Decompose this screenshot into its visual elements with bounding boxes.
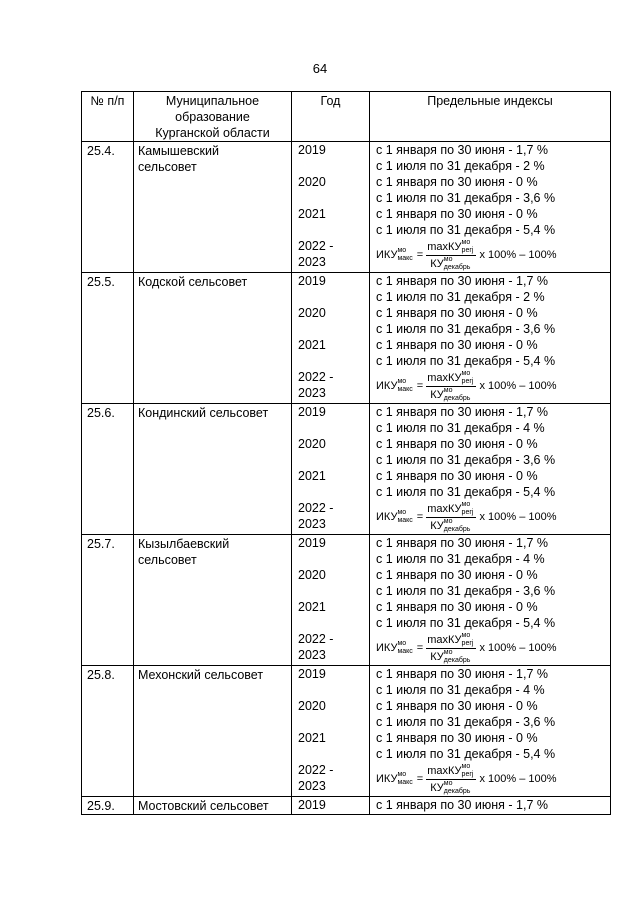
indices-cell (370, 142, 611, 273)
year-2021: 2021 (298, 600, 326, 614)
formula-sub-regj: регj (461, 508, 474, 516)
formula-maxku: maxКУ (427, 633, 462, 646)
municipality-name-line: Камышевский (138, 144, 219, 158)
municipality-cell (134, 404, 292, 535)
index-line: с 1 июля по 31 декабря - 5,4 % (376, 616, 556, 630)
index-block-2021 (376, 206, 610, 238)
year-range-start: 2022 - (298, 632, 334, 646)
year-2021: 2021 (298, 338, 326, 352)
year-2020: 2020 (298, 306, 326, 320)
municipality-name-line: Мостовский сельсовет (138, 799, 269, 813)
index-line: с 1 января по 30 июня - 1,7 % (376, 798, 548, 812)
index-line: с 1 января по 30 июня - 0 % (376, 600, 538, 614)
index-block-2019 (376, 273, 610, 305)
formula-ku: КУ (430, 519, 444, 532)
year-2019: 2019 (298, 274, 326, 288)
year-2020: 2020 (298, 699, 326, 713)
formula-sub-regj: регj (461, 246, 474, 254)
year-cell (292, 142, 370, 273)
year-range-start: 2022 - (298, 501, 334, 515)
year-range-end: 2023 (298, 648, 326, 662)
table-row (82, 142, 611, 273)
indices-cell (370, 404, 611, 535)
row-number-cell (82, 404, 134, 535)
formula-sub-regj: регj (461, 377, 474, 385)
formula-fraction (426, 239, 476, 272)
table-header-row (82, 92, 611, 142)
table-row (82, 404, 611, 535)
index-formula (376, 631, 610, 665)
header-municipality (134, 92, 292, 142)
indices-cell (370, 666, 611, 797)
municipality-cell (134, 797, 292, 815)
formula-fraction (426, 632, 476, 665)
municipality-name-line: сельсовет (138, 160, 197, 174)
formula-sup-mo: мо (443, 517, 453, 525)
table-row (82, 666, 611, 797)
formula-tail: х 100% – 100% (479, 511, 557, 523)
index-line: с 1 января по 30 июня - 0 % (376, 731, 538, 745)
formula-sub-dekabr: декабрь (443, 656, 471, 664)
formula-sup-mo: мо (397, 378, 407, 385)
index-block-2019 (376, 535, 610, 567)
index-line: с 1 января по 30 июня - 1,7 % (376, 405, 548, 419)
row-number-cell (82, 666, 134, 797)
index-line: с 1 июля по 31 декабря - 5,4 % (376, 747, 556, 761)
header-year (292, 92, 370, 142)
row-number-cell (82, 797, 134, 815)
index-line: с 1 июля по 31 декабря - 4 % (376, 552, 545, 566)
formula-tail: х 100% – 100% (479, 642, 557, 654)
header-year-label: Год (320, 94, 341, 108)
year-range-start: 2022 - (298, 763, 334, 777)
index-line: с 1 января по 30 июня - 0 % (376, 306, 538, 320)
municipality-name-line: Кызылбаевский (138, 537, 230, 551)
municipality-name-line: Мехонский сельсовет (138, 668, 264, 682)
formula-eq: = (416, 249, 424, 261)
index-line: с 1 июля по 31 декабря - 3,6 % (376, 191, 556, 205)
formula-tail: х 100% – 100% (479, 380, 557, 392)
formula-sup-mo: мо (443, 648, 453, 656)
year-2022-2023 (292, 238, 369, 272)
year-2019: 2019 (298, 405, 326, 419)
index-line: с 1 июля по 31 декабря - 2 % (376, 290, 545, 304)
row-number: 25.8. (87, 668, 115, 682)
row-number: 25.5. (87, 275, 115, 289)
indices-cell (370, 535, 611, 666)
year-2019: 2019 (298, 143, 326, 157)
row-number: 25.9. (87, 799, 115, 813)
index-block-2021 (376, 468, 610, 500)
index-line: с 1 января по 30 июня - 0 % (376, 568, 538, 582)
index-block-2021 (376, 337, 610, 369)
index-formula (376, 500, 610, 534)
municipality-name-line: сельсовет (138, 553, 197, 567)
formula-maxku: maxКУ (427, 371, 462, 384)
formula-eq: = (416, 642, 424, 654)
year-2019: 2019 (298, 536, 326, 550)
year-2022-2023 (292, 369, 369, 403)
year-range-start: 2022 - (298, 370, 334, 384)
formula-sub-dekabr: декабрь (443, 394, 471, 402)
row-number-cell (82, 142, 134, 273)
formula-iku: ИКУ (376, 249, 398, 261)
formula-sub-maks: макс (397, 386, 413, 393)
formula-maxku: maxКУ (427, 502, 462, 515)
formula-maxku: maxКУ (427, 240, 462, 253)
page-number: 64 (312, 61, 328, 76)
indices-cell (370, 273, 611, 404)
index-line: с 1 января по 30 июня - 1,7 % (376, 143, 548, 157)
index-block-2019 (376, 142, 610, 174)
municipality-cell (134, 535, 292, 666)
formula-ku: КУ (430, 781, 444, 794)
formula-sup-mo: мо (397, 640, 407, 647)
municipality-cell (134, 142, 292, 273)
formula-tail: х 100% – 100% (479, 773, 557, 785)
formula-sub-maks: макс (397, 517, 413, 524)
year-2019: 2019 (298, 667, 326, 681)
formula-sup-mo: мо (461, 762, 471, 770)
header-indices (370, 92, 611, 142)
formula-fraction (426, 501, 476, 534)
index-block-2021 (376, 730, 610, 762)
formula-eq: = (416, 380, 424, 392)
year-range-end: 2023 (298, 517, 326, 531)
formula-sup-mo: мо (461, 631, 471, 639)
year-range-start: 2022 - (298, 239, 334, 253)
index-line: с 1 января по 30 июня - 0 % (376, 699, 538, 713)
index-line: с 1 июля по 31 декабря - 4 % (376, 421, 545, 435)
formula-eq: = (416, 773, 424, 785)
formula-ku: КУ (430, 257, 444, 270)
row-number-cell (82, 273, 134, 404)
index-block-2020 (376, 174, 610, 206)
table-row (82, 797, 611, 815)
header-name-line: образование (175, 110, 250, 124)
year-range-end: 2023 (298, 255, 326, 269)
index-line: с 1 июля по 31 декабря - 3,6 % (376, 715, 556, 729)
formula-ku: КУ (430, 388, 444, 401)
formula-sup-mo: мо (443, 779, 453, 787)
formula-sub-regj: регj (461, 639, 474, 647)
row-number: 25.7. (87, 537, 115, 551)
year-cell (292, 404, 370, 535)
year-cell (292, 666, 370, 797)
formula-iku: ИКУ (376, 642, 398, 654)
header-indices-label: Предельные индексы (427, 94, 553, 108)
year-2020: 2020 (298, 568, 326, 582)
year-cell (292, 797, 370, 815)
index-line: с 1 июля по 31 декабря - 3,6 % (376, 453, 556, 467)
index-line: с 1 января по 30 июня - 0 % (376, 338, 538, 352)
index-line: с 1 января по 30 июня - 0 % (376, 175, 538, 189)
formula-sup-mo: мо (397, 509, 407, 516)
index-block-2020 (376, 567, 610, 599)
index-formula (376, 238, 610, 272)
header-num-label: № п/п (90, 94, 125, 108)
formula-fraction (426, 763, 476, 796)
municipality-name-line: Кондинский сельсовет (138, 406, 269, 420)
row-number: 25.4. (87, 144, 115, 158)
formula-tail: х 100% – 100% (479, 249, 557, 261)
row-number: 25.6. (87, 406, 115, 420)
formula-iku: ИКУ (376, 773, 398, 785)
index-block-2020 (376, 698, 610, 730)
formula-sub-dekabr: декабрь (443, 525, 471, 533)
index-line: с 1 июля по 31 декабря - 5,4 % (376, 485, 556, 499)
index-block-2020 (376, 436, 610, 468)
formula-sub-dekabr: декабрь (443, 787, 471, 795)
header-name-line: Курганской области (155, 126, 270, 140)
year-2021: 2021 (298, 207, 326, 221)
municipality-cell (134, 666, 292, 797)
year-2021: 2021 (298, 469, 326, 483)
formula-sub-dekabr: декабрь (443, 263, 471, 271)
year-range-end: 2023 (298, 386, 326, 400)
index-line: с 1 января по 30 июня - 0 % (376, 207, 538, 221)
formula-sup-mo: мо (461, 500, 471, 508)
index-line: с 1 января по 30 июня - 0 % (376, 437, 538, 451)
index-block-2019 (376, 404, 610, 436)
header-name-line: Муниципальное (165, 94, 260, 108)
formula-sup-mo: мо (443, 255, 453, 263)
year-2019: 2019 (298, 798, 326, 812)
year-2022-2023 (292, 762, 369, 796)
index-line: с 1 января по 30 июня - 1,7 % (376, 536, 548, 550)
index-line: с 1 июля по 31 декабря - 3,6 % (376, 584, 556, 598)
table-row (82, 273, 611, 404)
header-num (82, 92, 134, 142)
municipality-name-line: Кодской сельсовет (138, 275, 248, 289)
year-2021: 2021 (298, 731, 326, 745)
formula-sub-maks: макс (397, 779, 413, 786)
formula-sub-maks: макс (397, 255, 413, 262)
year-cell (292, 273, 370, 404)
formula-sup-mo: мо (443, 386, 453, 394)
formula-sub-maks: макс (397, 648, 413, 655)
indices-table (81, 91, 611, 815)
formula-iku: ИКУ (376, 511, 398, 523)
index-line: с 1 июля по 31 декабря - 5,4 % (376, 354, 556, 368)
index-formula (376, 369, 610, 403)
index-block-2019 (376, 666, 610, 698)
index-line: с 1 июля по 31 декабря - 4 % (376, 683, 545, 697)
index-line: с 1 июля по 31 декабря - 3,6 % (376, 322, 556, 336)
municipality-cell (134, 273, 292, 404)
indices-cell (370, 797, 611, 815)
formula-sup-mo: мо (397, 247, 407, 254)
index-line: с 1 января по 30 июня - 0 % (376, 469, 538, 483)
year-2020: 2020 (298, 175, 326, 189)
formula-sup-mo: мо (461, 238, 471, 246)
index-line: с 1 января по 30 июня - 1,7 % (376, 274, 548, 288)
row-number-cell (82, 535, 134, 666)
formula-sub-regj: регj (461, 770, 474, 778)
index-line: с 1 июля по 31 декабря - 5,4 % (376, 223, 556, 237)
index-line: с 1 января по 30 июня - 1,7 % (376, 667, 548, 681)
index-formula (376, 762, 610, 796)
index-block-2021 (376, 599, 610, 631)
index-block-2020 (376, 305, 610, 337)
year-2020: 2020 (298, 437, 326, 451)
table-row (82, 535, 611, 666)
year-2022-2023 (292, 500, 369, 534)
index-line: с 1 июля по 31 декабря - 2 % (376, 159, 545, 173)
year-2022-2023 (292, 631, 369, 665)
formula-sup-mo: мо (461, 369, 471, 377)
formula-maxku: maxКУ (427, 764, 462, 777)
formula-iku: ИКУ (376, 380, 398, 392)
formula-eq: = (416, 511, 424, 523)
year-range-end: 2023 (298, 779, 326, 793)
formula-ku: КУ (430, 650, 444, 663)
formula-fraction (426, 370, 476, 403)
formula-sup-mo: мо (397, 771, 407, 778)
year-cell (292, 535, 370, 666)
